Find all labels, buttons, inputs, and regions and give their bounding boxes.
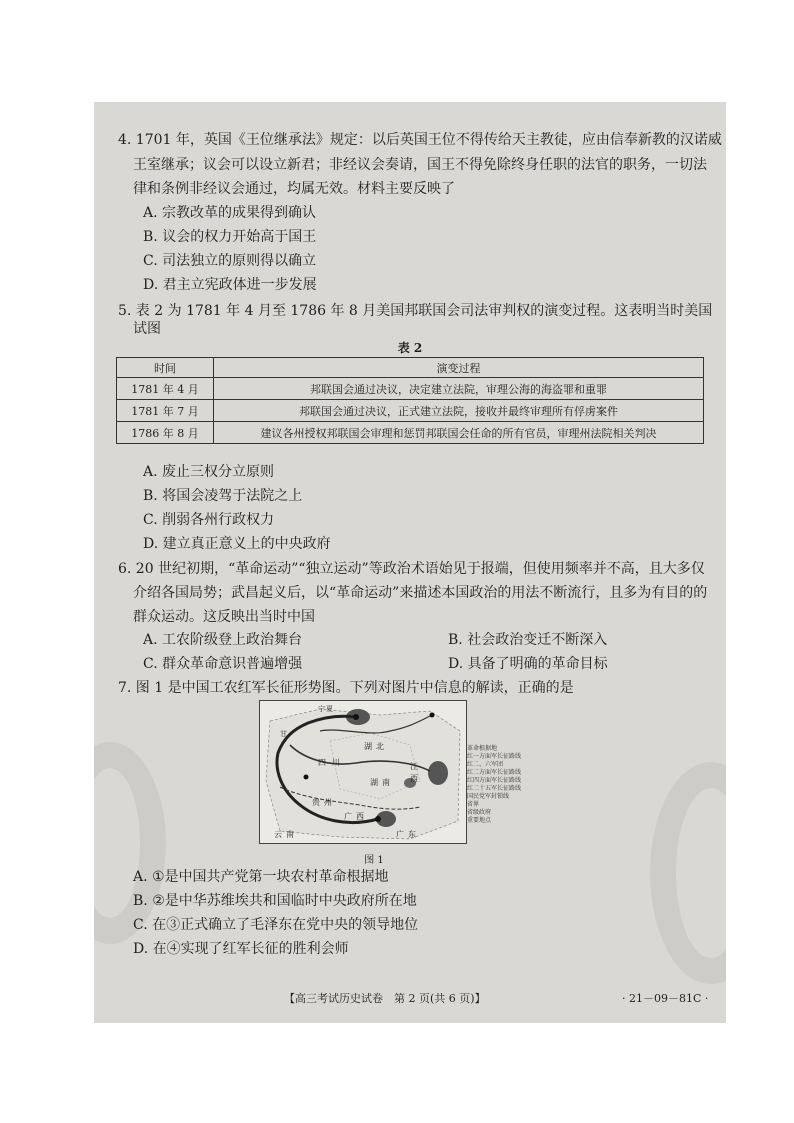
q4-option-d: D. 君主立宪政体进一步发展 [143, 277, 317, 293]
q6-line-1: 6. 20 世纪初期，“革命运动”“独立运动”等政治术语始见于报端，但使用频率并不高，且大多仅 [118, 561, 705, 577]
map-label: 云 [274, 830, 282, 839]
base-area-mark [428, 761, 448, 785]
q4-line-2: 王室继承；议会可以设立新君；非经议会奏请，国王不得免除终身任职的法官的职务，一切法 [133, 157, 707, 173]
table-cell: 1781 年 7 月 [117, 400, 214, 422]
table-cell: 1786 年 8 月 [117, 422, 214, 444]
q7-option-a: A. ①是中国共产党第一块农村革命根据地 [133, 869, 389, 885]
q7-option-c: C. 在③正式确立了毛泽东在党中央的领导地位 [133, 917, 419, 933]
legend-item: 省级政府 [467, 809, 492, 816]
map-label: 州 [324, 798, 332, 807]
watermark-left [94, 742, 166, 944]
exam-page [94, 102, 726, 1023]
map-label: 广 [344, 812, 352, 821]
map-label: 南 [286, 830, 294, 839]
legend-item: 国民党军封锁线 [467, 793, 510, 800]
q6-option-a: A. 工农阶级登上政治舞台 [143, 632, 303, 648]
table-cell: 邦联国会通过决议，决定建立法院，审理公海的海盗罪和重罪 [214, 378, 704, 400]
table-caption: 表 2 [397, 341, 423, 355]
page-footer: 【高三考试历史试卷 第 2 页(共 6 页)】 [284, 992, 486, 1005]
q6-option-d: D. 具备了明确的革命目标 [448, 656, 608, 672]
watermark-right [650, 762, 726, 984]
legend-item: 红二方面军长征路线 [467, 769, 522, 776]
q4-option-b: B. 议会的权力开始高于国王 [143, 229, 317, 245]
legend-item: 红一方面军长征路线 [467, 753, 522, 760]
q4-line-3: 律和条例非经议会通过，均属无效。材料主要反映了 [133, 181, 455, 197]
map-label: 川 [332, 758, 340, 767]
map-label: 夏 [326, 705, 333, 713]
table-row [117, 422, 704, 444]
table-header-time: 时间 [117, 358, 214, 378]
q6-line-3: 群众运动。这反映出当时中国 [133, 609, 315, 625]
q6-option-c: C. 群众革命意识普遍增强 [143, 656, 303, 672]
map-label: 湖 [364, 742, 372, 751]
q5-line-2: 试图 [133, 321, 161, 337]
map-label: 东 [408, 830, 416, 839]
q5-option-a: A. 废止三权分立原则 [143, 464, 275, 480]
q4-option-c: C. 司法独立的原则得以确立 [143, 253, 317, 269]
map-label: 广 [396, 830, 404, 839]
q5-option-b: B. 将国会凌驾于法院之上 [143, 488, 303, 504]
legend-item: 重要地点 [467, 817, 492, 824]
map-label: 南 [382, 778, 390, 787]
legend-item: 红二、六军团 [467, 761, 504, 768]
table-cell: 1781 年 4 月 [117, 378, 214, 400]
map-legend [467, 745, 521, 825]
map-label: 四 [318, 758, 326, 767]
map-label: 江 [410, 762, 418, 771]
q5-option-d: D. 建立真正意义上的中央政府 [143, 536, 331, 552]
table-row [117, 400, 704, 422]
q5-option-c: C. 削弱各州行政权力 [143, 512, 275, 528]
q7-line-1: 7. 图 1 是中国工农红军长征形势图。下列对图片中信息的解读，正确的是 [118, 680, 574, 696]
q4-option-a: A. 宗教改革的成果得到确认 [143, 205, 317, 221]
table-cell: 邦联国会通过决议，正式建立法院，接收并最终审理所有俘虏案件 [214, 400, 704, 422]
map-label: 西 [356, 812, 364, 821]
map-label: 北 [376, 742, 384, 751]
q5-line-1: 5. 表 2 为 1781 年 4 月至 1786 年 8 月美国邦联国会司法审判权的演变过程。这表明当时美国 [118, 303, 713, 319]
exam-code: · 21－09－81C · [622, 992, 709, 1005]
table-row [117, 378, 704, 400]
table-cell: 建议各州授权邦联国会审理和惩罚邦联国会任命的所有官员，审理州法院相关判决 [214, 422, 704, 444]
q6-option-b: B. 社会政治变迁不断深入 [448, 632, 608, 648]
legend-item: 红四方面军长征路线 [467, 777, 522, 784]
history-table [116, 357, 704, 444]
figure-caption: 图 1 [364, 855, 384, 866]
map-label: 西 [410, 774, 418, 783]
q7-option-b: B. ②是中华苏维埃共和国临时中央政府所在地 [133, 893, 417, 909]
map-label: 贵 [312, 798, 320, 807]
q7-option-d: D. 在④实现了红军长征的胜利会师 [133, 941, 349, 957]
legend-item: 省界 [467, 801, 480, 808]
legend-item: 红二十五军长征路线 [467, 785, 522, 792]
map-label: 宁 [318, 705, 325, 713]
long-march-map [259, 700, 467, 844]
q4-line-1: 4. 1701 年，英国《王位继承法》规定：以后英国王位不得传给天主教徒，应由信奉新教的汉诺威 [118, 132, 722, 148]
map-label: 甘 [280, 730, 287, 738]
table-header-row [117, 358, 704, 378]
map-label: 湖 [370, 778, 378, 787]
table-header-process: 演变过程 [214, 358, 704, 378]
q6-line-2: 介绍各国局势；武昌起义后，以“革命运动”来描述本国政治的用法不断流行，且多为有目的的 [133, 585, 708, 601]
legend-item: 革命根据地 [467, 745, 498, 752]
